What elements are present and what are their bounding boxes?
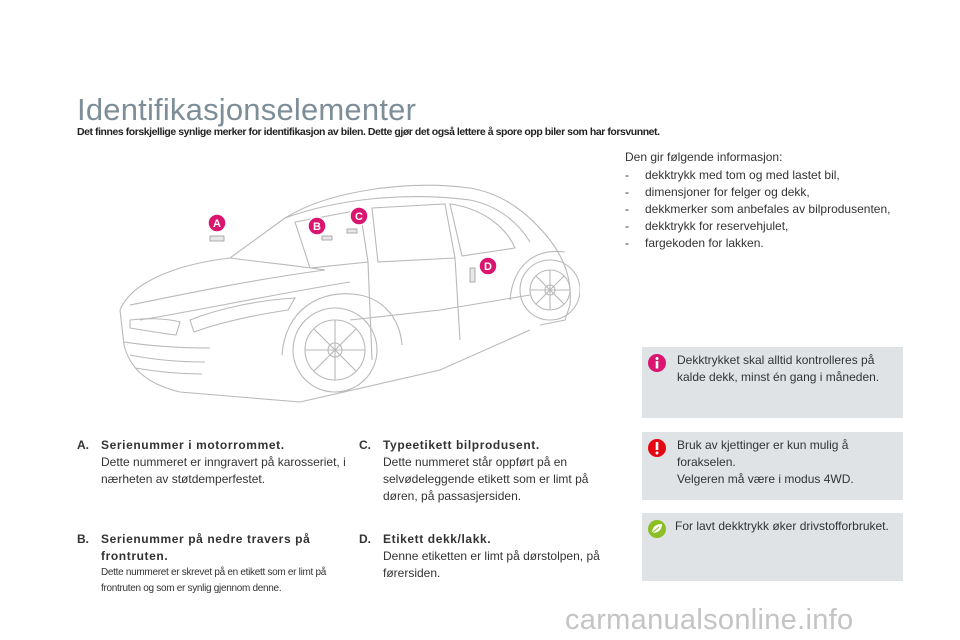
item-letter: C. (359, 438, 371, 452)
note-warning (642, 432, 903, 500)
list-item: - dekkmerker som anbefales av bilprodusenten, (625, 202, 891, 216)
item-title: Etikett dekk/lakk. (383, 532, 492, 546)
marker-d-label: D (484, 261, 492, 273)
marker-c-label: C (355, 211, 363, 223)
car-illustration (110, 170, 580, 425)
item-body: Dette nummeret er skrevet på en etikett som er limt på frontruten og som er synlig gjennom denne. (101, 567, 327, 594)
info-icon (646, 352, 668, 374)
page-subtitle: Det finnes forskjellige synlige merker for identifikasjon av bilen. Dette gjør det også lettere å spore opp biler som har forsvunnet. (77, 126, 660, 138)
marker-a-label: A (213, 218, 221, 230)
note-warning-line: Bruk av kjettinger er kun mulig å forakselen. (677, 438, 849, 469)
note-warning-line: Velgeren må være i modus 4WD. (677, 472, 854, 486)
info-list (625, 167, 905, 252)
page-title: Identifikasjonselementer (77, 92, 417, 127)
item-letter: B. (77, 532, 89, 546)
note-eco-text: For lavt dekktrykk øker drivstofforbruket. (675, 519, 889, 533)
item-title: Serienummer på nedre travers på frontruten. (101, 532, 311, 563)
item-body: Denne etiketten er limt på dørstolpen, på førersiden. (383, 549, 600, 580)
eco-leaf-icon (646, 518, 668, 540)
list-item: - fargekoden for lakken. (625, 236, 764, 250)
item-letter: D. (359, 532, 371, 546)
item-letter: A. (77, 438, 89, 452)
list-item: - dekktrykk med tom og med lastet bil, (625, 168, 840, 182)
note-info-text: Dekktrykket skal alltid kontrolleres på kalde dekk, minst én gang i måneden. (677, 353, 880, 384)
item-title: Serienummer i motorrommet. (101, 438, 285, 452)
warning-icon (646, 437, 668, 459)
note-eco (642, 513, 903, 581)
list-item: - dekktrykk for reservehjulet, (625, 219, 789, 233)
note-info (642, 347, 903, 418)
watermark: carmanualsonline.info (565, 604, 854, 636)
item-title: Typeetikett bilprodusent. (383, 438, 540, 452)
marker-b-label: B (313, 221, 321, 233)
list-item: - dimensjoner for felger og dekk, (625, 185, 810, 199)
info-lead: Den gir følgende informasjon: (625, 150, 783, 164)
tire-label-info (625, 149, 905, 252)
note-warning-text (677, 437, 897, 488)
item-body: Dette nummeret står oppført på en selvødeleggende etikett som er limt på døren, på passasjersiden. (383, 455, 589, 503)
item-body: Dette nummeret er inngravert på karosseriet, i nærheten av støtdemperfestet. (101, 455, 346, 486)
